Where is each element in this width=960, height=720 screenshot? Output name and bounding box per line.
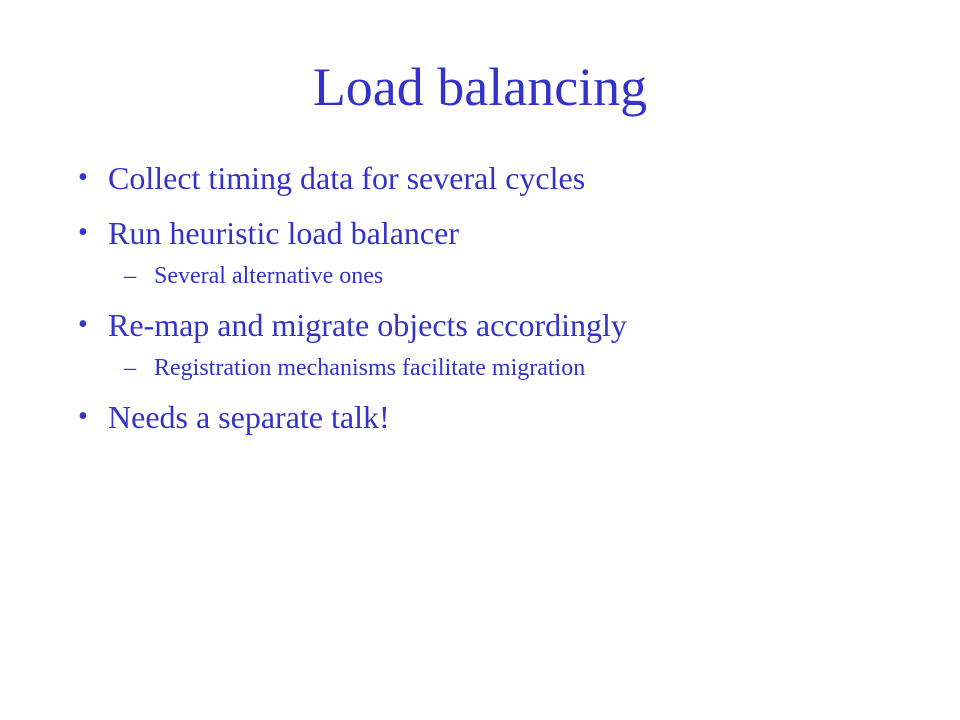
bullet-text: Needs a separate talk!: [108, 399, 390, 435]
bullet-list: [72, 160, 932, 454]
bullet-marker: •: [78, 162, 88, 193]
sub-bullet-text: Several alternative ones: [154, 263, 384, 289]
bullet-item: [72, 160, 932, 196]
sub-bullet-text: Registration mechanisms facilitate migration: [154, 355, 586, 381]
bullet-text: Re-map and migrate objects accordingly: [108, 307, 627, 343]
bullet-marker: •: [78, 309, 88, 340]
bullet-marker: •: [78, 217, 88, 248]
sub-bullet-item: [72, 354, 932, 382]
sub-bullet-item: [72, 262, 932, 290]
bullet-item: [72, 215, 932, 251]
bullet-marker: •: [78, 401, 88, 432]
bullet-item: [72, 399, 932, 435]
sub-bullet-marker: –: [124, 263, 136, 289]
slide-title: Load balancing: [312, 57, 648, 117]
bullet-item: [72, 307, 932, 343]
sub-bullet-marker: –: [124, 355, 136, 381]
bullet-text: Collect timing data for several cycles: [108, 160, 586, 196]
bullet-text: Run heuristic load balancer: [108, 215, 459, 251]
